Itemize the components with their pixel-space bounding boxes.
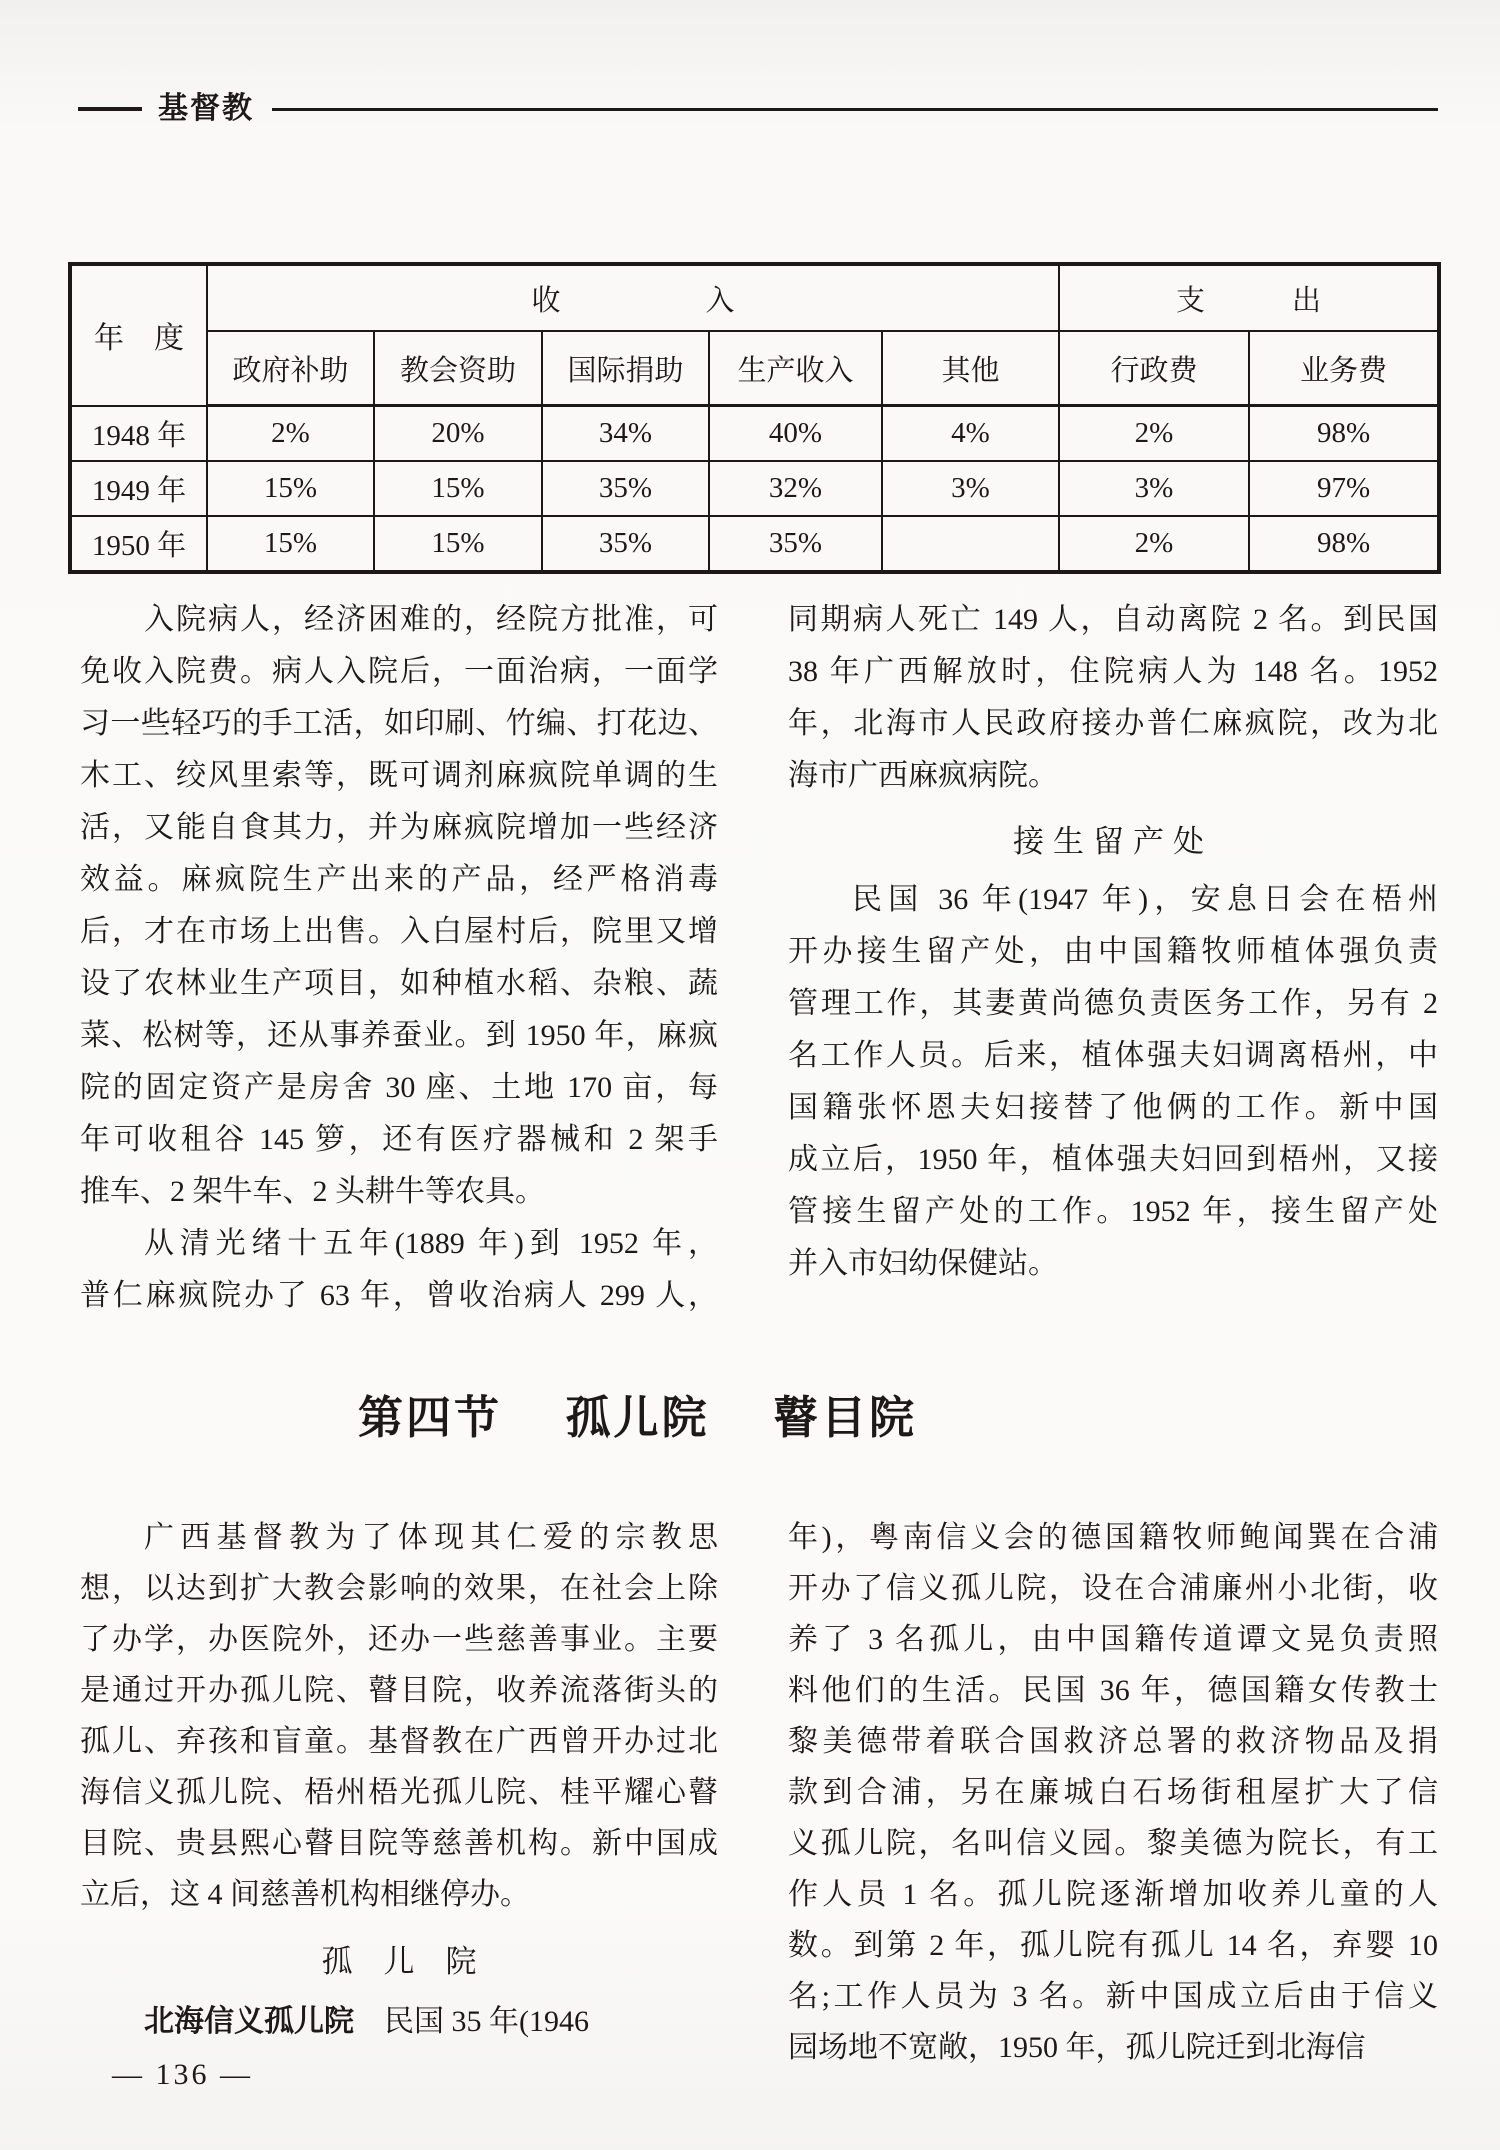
table-cell-year: 1950 年: [70, 516, 207, 572]
table-cell: 15%: [207, 516, 374, 572]
text-line: 作人员 1 名。孤儿院逐渐增加收养儿童的人: [788, 1878, 1438, 1911]
text-line: 海市广西麻疯病院。: [788, 759, 1058, 792]
table-cell: 20%: [374, 406, 542, 462]
finance-table: [68, 262, 1441, 574]
text-line: 入院病人，经济困难的，经院方批准，可: [144, 603, 718, 636]
table-header-expense: 支 出: [1059, 264, 1439, 331]
text-line: 同期病人死亡 149 人，自动离院 2 名。到民国: [788, 603, 1438, 636]
orphanage-name-bold: 北海信义孤儿院: [144, 2005, 354, 2038]
text-line: 习一些轻巧的手工活，如印刷、竹编、打花边、: [80, 707, 718, 740]
lower-right-column: [788, 1512, 1438, 2073]
text-run: 民国 35 年(1946: [354, 2005, 589, 2038]
table-cell: 2%: [1059, 406, 1249, 462]
text-line: 海信义孤儿院、梧州梧光孤儿院、桂平耀心瞽: [80, 1776, 718, 1809]
table-cell: 98%: [1249, 406, 1439, 462]
table-subheader: 国际捐助: [542, 331, 709, 406]
table-cell: 15%: [207, 461, 374, 516]
table-row: [70, 516, 1439, 572]
text-line: 了办学，办医院外，还办一些慈善事业。主要: [80, 1623, 718, 1656]
text-line: 养了 3 名孤儿，由中国籍传道谭文晃负责照: [788, 1623, 1438, 1656]
table-cell-year: 1948 年: [70, 406, 207, 462]
text-line: 年可收租谷 145 箩，还有医疗器械和 2 架手: [80, 1123, 718, 1156]
table-row: [70, 461, 1439, 516]
text-line: 名工作人员。后来，植体强夫妇调离梧州，中: [788, 1039, 1438, 1072]
text-line: 管接生留产处的工作。1952 年，接生留产处: [788, 1195, 1438, 1228]
table-header-year: 年 度: [70, 264, 207, 406]
text-line: 普仁麻疯院办了 63 年，曾收治病人 299 人，: [80, 1279, 718, 1312]
table-cell: 3%: [882, 461, 1059, 516]
text-line: 免收入院费。病人入院后，一面治病，一面学: [80, 655, 718, 688]
running-head: [78, 94, 1438, 124]
table-cell-year: 1949 年: [70, 461, 207, 516]
sub-heading-maternity: 接生留产处: [1013, 824, 1213, 859]
table-cell: 40%: [709, 406, 882, 462]
table-cell: 2%: [1059, 516, 1249, 572]
table-cell: 34%: [542, 406, 709, 462]
text-line: 开办了信义孤儿院，设在合浦廉州小北街，收: [788, 1572, 1438, 1605]
header-rule: [272, 108, 1438, 111]
text-line: 院的固定资产是房舍 30 座、土地 170 亩，每: [80, 1071, 718, 1104]
table-cell: 2%: [207, 406, 374, 462]
table-cell: 15%: [374, 461, 542, 516]
table-cell: 35%: [542, 516, 709, 572]
text-line: 国籍张怀恩夫妇接替了他俩的工作。新中国: [788, 1091, 1438, 1124]
table-subheader: 生产收入: [709, 331, 882, 406]
table-cell: 98%: [1249, 516, 1439, 572]
text-line: 目院、贵县熙心瞽目院等慈善机构。新中国成: [80, 1827, 718, 1860]
text-line: 菜、松树等，还从事养蚕业。到 1950 年，麻疯: [80, 1019, 718, 1052]
text-line: 并入市妇幼保健站。: [788, 1247, 1058, 1280]
upper-right-column: [788, 594, 1438, 1290]
text-line: 管理工作，其妻黄尚德负责医务工作，另有 2: [788, 987, 1438, 1020]
text-line: 立后，这 4 间慈善机构相继停办。: [80, 1878, 530, 1911]
page-number: — 136 —: [112, 2058, 253, 2091]
text-line: 从清光绪十五年(1889 年)到 1952 年，: [144, 1227, 718, 1260]
text-line: 黎美德带着联合国救济总署的救济物品及捐: [788, 1725, 1438, 1758]
text-line: 民国 36 年(1947 年)，安息日会在梧州: [852, 883, 1438, 916]
table-row: [70, 406, 1439, 462]
table-subheader: 其他: [882, 331, 1059, 406]
text-line: 是通过开办孤儿院、瞽目院，收养流落街头的: [80, 1674, 718, 1707]
section-heading: 第四节 孤儿院 瞽目院: [358, 1392, 918, 1443]
text-line: 孤儿、弃孩和盲童。基督教在广西曾开办过北: [80, 1725, 718, 1758]
text-line: 款到合浦，另在廉城白石场街租屋扩大了信: [788, 1776, 1438, 1809]
page-title: 基督教: [158, 92, 254, 125]
sub-heading-orphanage: 孤 儿 院: [321, 1944, 477, 1979]
text-line: 数。到第 2 年，孤儿院有孤儿 14 名，弃婴 10: [788, 1929, 1438, 1962]
upper-left-column: [80, 594, 718, 1322]
text-line: 推车、2 架牛车、2 头耕牛等农具。: [80, 1175, 545, 1208]
text-line: [80, 1996, 718, 2047]
table-cell: 35%: [542, 461, 709, 516]
table-cell: 3%: [1059, 461, 1249, 516]
table-cell: 15%: [374, 516, 542, 572]
text-line: 年，北海市人民政府接办普仁麻疯院，改为北: [788, 707, 1438, 740]
text-line: 效益。麻疯院生产出来的产品，经严格消毒: [80, 863, 718, 896]
text-line: 园场地不宽敞，1950 年，孤儿院迁到北海信: [788, 2031, 1366, 2064]
table-cell: 4%: [882, 406, 1059, 462]
text-line: 设了农林业生产项目，如种植水稻、杂粮、蔬: [80, 967, 718, 1000]
text-line: 38 年广西解放时，住院病人为 148 名。1952: [788, 655, 1438, 688]
table-cell: 35%: [709, 516, 882, 572]
table-cell: 97%: [1249, 461, 1439, 516]
table-subheader: 业务费: [1249, 331, 1439, 406]
text-line: 名;工作人员为 3 名。新中国成立后由于信义: [788, 1980, 1438, 2013]
text-line: 年)，粤南信义会的德国籍牧师鲍闻巽在合浦: [788, 1521, 1438, 1554]
table-cell: [882, 516, 1059, 572]
text-line: 开办接生留产处，由中国籍牧师植体强负责: [788, 935, 1438, 968]
text-line: 活，又能自食其力，并为麻疯院增加一些经济: [80, 811, 718, 844]
text-line: 料他们的生活。民国 36 年，德国籍女传教士: [788, 1674, 1438, 1707]
text-line: 广西基督教为了体现其仁爱的宗教思: [144, 1521, 718, 1554]
table-subheader: 政府补助: [207, 331, 374, 406]
table-subheader: 教会资助: [374, 331, 542, 406]
text-line: 成立后，1950 年，植体强夫妇回到梧州，又接: [788, 1143, 1438, 1176]
table-subheader: 行政费: [1059, 331, 1249, 406]
text-line: 义孤儿院，名叫信义园。黎美德为院长，有工: [788, 1827, 1438, 1860]
table-header-income: 收 入: [207, 264, 1059, 331]
text-line: 木工、绞风里索等，既可调剂麻疯院单调的生: [80, 759, 718, 792]
text-line: 想，以达到扩大教会影响的效果，在社会上除: [80, 1572, 718, 1605]
text-line: 后，才在市场上出售。入白屋村后，院里又增: [80, 915, 718, 948]
header-dash-rule: [78, 107, 142, 111]
table-cell: 32%: [709, 461, 882, 516]
lower-left-column: [80, 1512, 718, 2047]
